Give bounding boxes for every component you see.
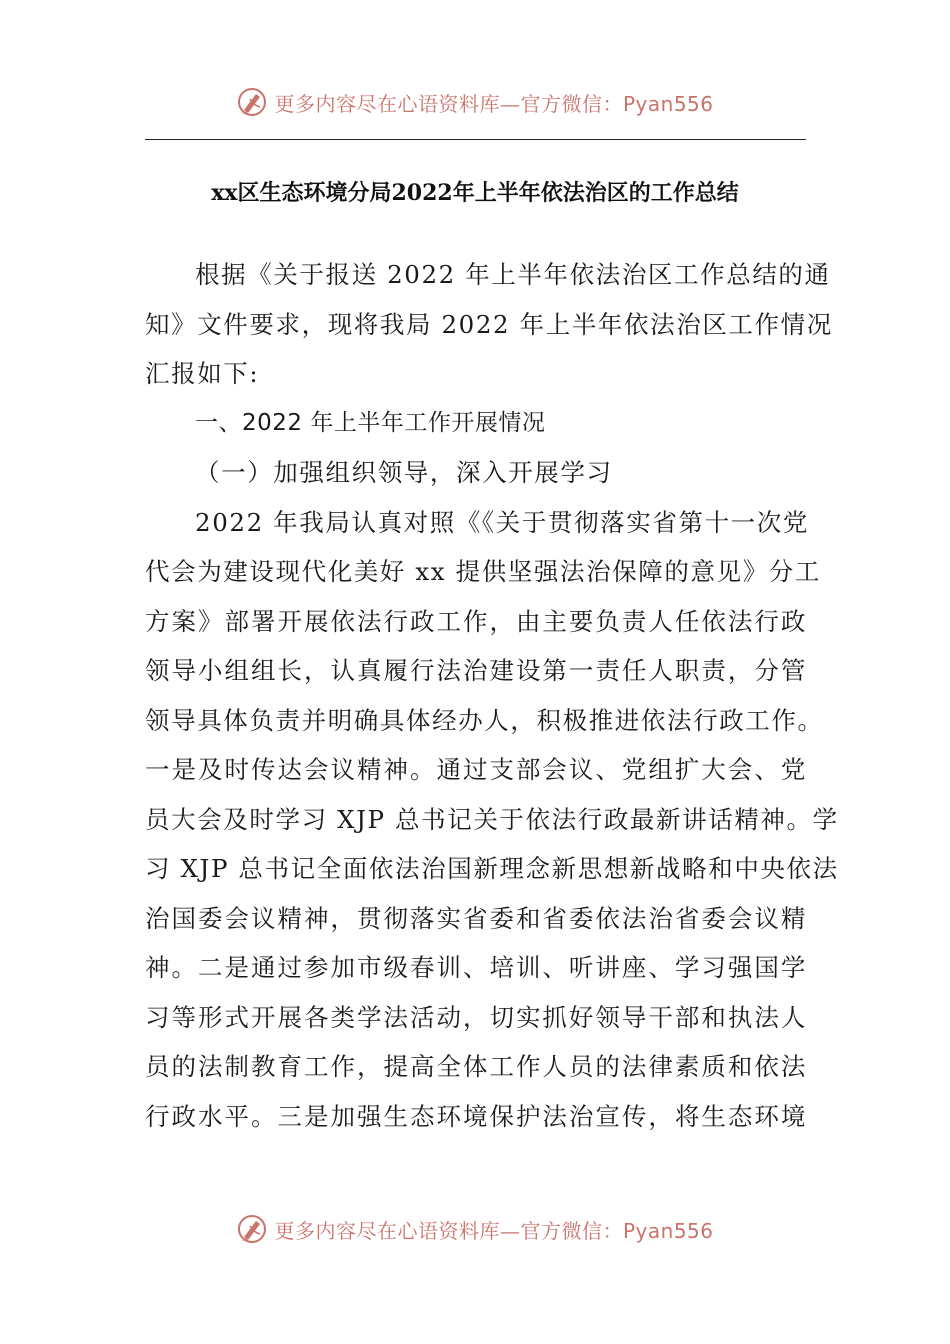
paragraph-line: 根据《关于报送 2022 年上半年依法治区工作总结的通 [195,260,831,289]
paragraph-line: 领导具体负责并明确具体经办人，积极推进依法行政工作。 [145,705,824,735]
watermark-text: 更多内容尽在心语资料库—官方微信：Pyan556 [274,1218,714,1243]
watermark-banner-bottom [0,1209,950,1249]
wechat-id: Pyan556 [622,1218,714,1243]
document-title: xx区生态环境分局2022年上半年依法治区的工作总结 [211,180,739,206]
paragraph-line: 员的法制教育工作，提高全体工作人员的法律素质和依法 [145,1052,807,1081]
paragraph-line: 习等形式开展各类学法活动，切实抓好领导干部和执法人 [145,1002,807,1032]
document-body [145,250,839,1141]
wechat-id: Pyan556 [622,91,714,116]
section-heading: 一、2022 年上半年工作开展情况 [195,409,546,436]
paragraph-line: 治国委会议精神，贯彻落实省委和省委依法治省委会议精 [145,903,807,933]
paragraph-line: 2022 年我局认真对照《《关于贯彻落实省第十一次党 [195,507,809,537]
paragraph-line: 方案》部署开展依法行政工作，由主要负责人任依法行政 [145,606,807,636]
header-rule [145,139,806,140]
paragraph-line: 行政水平。三是加强生态环境保护法治宣传，将生态环境 [145,1101,807,1131]
paragraph-line: 习 XJP 总书记全面依法治国新理念新思想新战略和中央依法 [145,854,839,883]
paragraph-line: 员大会及时学习 XJP 总书记关于依法行政最新讲话精神。学 [145,804,839,834]
pen-logo-icon [236,1212,270,1246]
paragraph-line: 汇报如下: [145,359,260,388]
paragraph-line: 神。二是通过参加市级春训、培训、听讲座、学习强国学 [145,953,807,982]
paragraph-line: 领导小组组长，认真履行法治建设第一责任人职责，分管 [145,656,807,685]
paragraph-line: 代会为建设现代化美好 xx 提供坚强法治保障的意见》分工 [145,557,822,586]
watermark-banner-top [0,82,950,122]
subsection-heading: （一）加强组织领导，深入开展学习 [195,458,613,487]
watermark-text: 更多内容尽在心语资料库—官方微信：Pyan556 [274,91,714,116]
paragraph-line: 知》文件要求，现将我局 2022 年上半年依法治区工作情况 [145,309,833,339]
paragraph-line: 一是及时传达会议精神。通过支部会议、党组扩大会、党 [145,755,807,784]
pen-logo-icon [236,85,270,119]
